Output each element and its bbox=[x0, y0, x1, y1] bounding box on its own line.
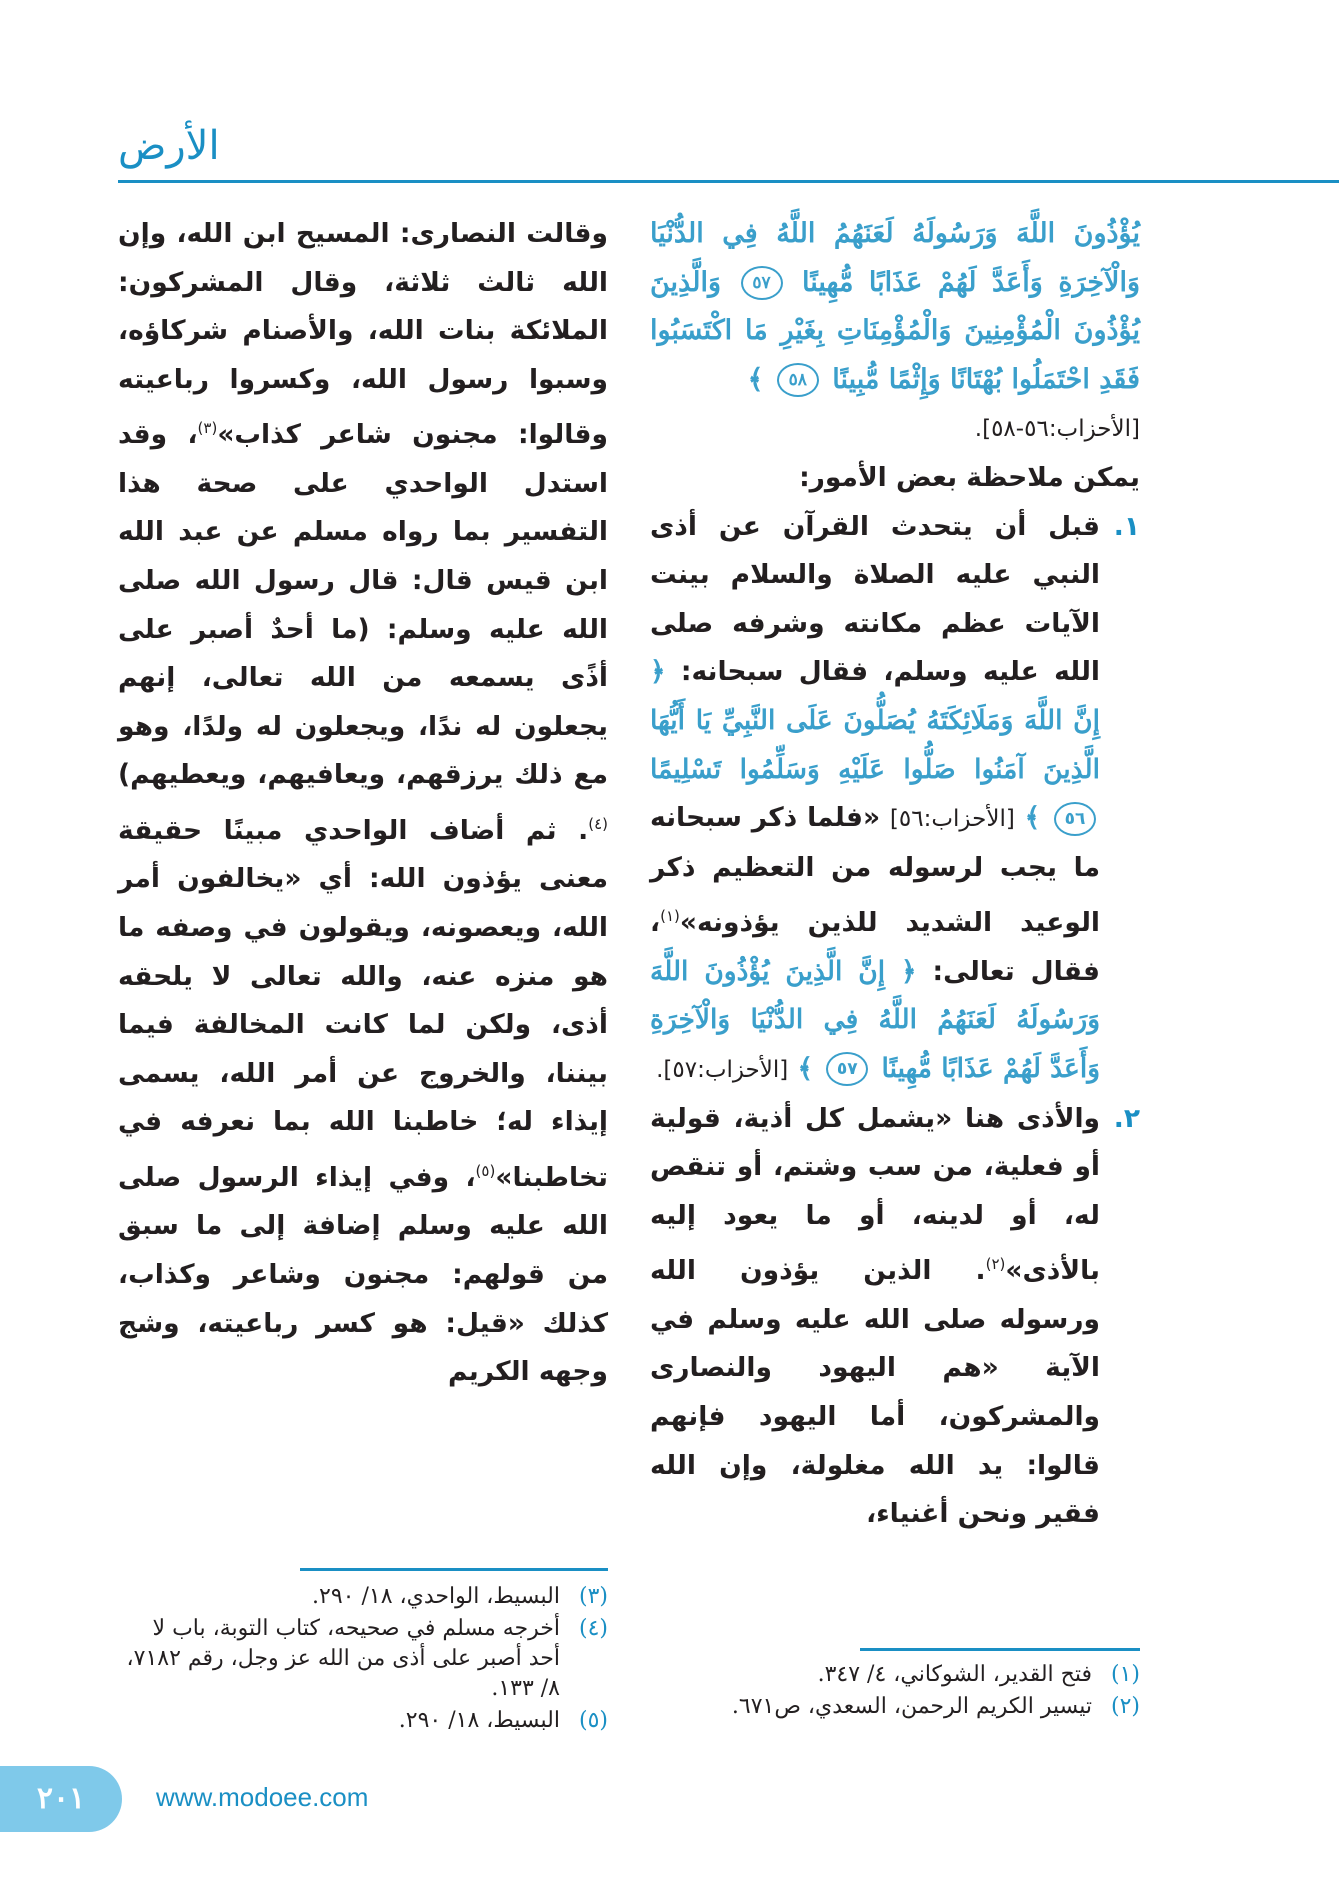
website-link[interactable]: www.modoee.com bbox=[156, 1782, 369, 1812]
paragraph bbox=[118, 210, 608, 1397]
verse-reference-text: [الأحزاب:٥٦] bbox=[889, 806, 1015, 833]
verse-close-bracket: ﴾ bbox=[797, 1052, 814, 1084]
footnote-marker[interactable]: (٣) bbox=[197, 419, 218, 438]
footnote-rule bbox=[300, 1568, 608, 1571]
footnote-marker[interactable]: (١) bbox=[660, 907, 680, 926]
footnote bbox=[650, 1692, 1140, 1722]
footnote bbox=[118, 1706, 608, 1736]
item-text: ، فقال تعالى: bbox=[650, 907, 1100, 987]
verse-text: يُؤْذُونَ اللَّهَ وَرَسُولَهُ لَعَنَهُمُ اللَّهُ فِي الدُّنْيَا وَالْآخِرَةِ وَأَعَدَّ لَهُمْ عَذَابًا مُّهِينًا bbox=[650, 218, 1140, 298]
page-title: الأرض bbox=[118, 123, 220, 169]
footnote bbox=[118, 1582, 608, 1612]
footnote-number: (٥) bbox=[578, 1708, 608, 1733]
list-item bbox=[650, 503, 1140, 1095]
list-body bbox=[650, 503, 1100, 1095]
quote-text: «فلما ذكر سبحانه ما يجب لرسوله من التعظيم ذكر الوعيد الشديد للذين يؤذونه» bbox=[650, 802, 1100, 939]
footnote-number: (٢) bbox=[1110, 1694, 1140, 1719]
footnote-text: تيسير الكريم الرحمن، السعدي، ص٦٧١. bbox=[731, 1694, 1092, 1719]
verse-open-bracket: ﴿ bbox=[901, 955, 917, 987]
footnote-text: فتح القدير، الشوكاني، ٤/ ٣٤٧. bbox=[817, 1662, 1092, 1687]
footnote-marker[interactable]: (٥) bbox=[475, 1161, 496, 1180]
verse-reference-text: [الأحزاب:٥٦-٥٨]. bbox=[974, 416, 1140, 443]
footnote-text: البسيط، ١٨/ ٢٩٠. bbox=[398, 1708, 560, 1733]
right-column bbox=[650, 210, 1140, 1539]
verse-open-bracket: ﴿ bbox=[650, 656, 666, 688]
footnotes-right bbox=[650, 1660, 1140, 1724]
footnote-number: (٤) bbox=[578, 1616, 608, 1641]
verse-close-bracket: ﴾ bbox=[1024, 802, 1041, 834]
footnote-number: (١) bbox=[1110, 1662, 1140, 1687]
paragraph-text: ، وفي إيذاء الرسول صلى الله عليه وسلم إضافة إلى ما سبق من قولهم: مجنون وشاعر وكذاب، كذلك «قيل: هو كسر رباعيته، وشج وجهه الكريم bbox=[118, 1161, 608, 1388]
verse-reference bbox=[650, 404, 1140, 454]
list-number: ١. bbox=[1113, 510, 1140, 542]
footnote-number: (٣) bbox=[578, 1584, 608, 1609]
paragraph-text: وقالت النصارى: المسيح ابن الله، وإن الله ثالث ثلاثة، وقال المشركون: الملائكة بنات الله، والأصنام شركاؤه، وسبوا رسول الله، وكسروا رباعيته وقالوا: مجنون شاعر كذاب» bbox=[118, 218, 608, 451]
verse-reference-text: [الأحزاب:٥٧]. bbox=[656, 1056, 789, 1083]
item-text: قبل أن يتحدث القرآن عن أذى النبي عليه الصلاة والسلام بينت الآيات عظم مكانته وشرفه صلى الله عليه وسلم، فقال سبحانه: bbox=[650, 510, 1100, 688]
paragraph-text: . ثم أضاف الواحدي مبينًا حقيقة معنى يؤذون الله: أي «يخالفون أمر الله، ويعصونه، ويقولون في وصفه ما هو منزه عنه، والله تعالى لا يلحقه أذى، ولكن لما كانت المخالفة فيما بيننا، والخروج عن أمر الله، يسمى إيذاء له؛ خاطبنا الله بما نعرفه في تخاطبنا» bbox=[118, 814, 608, 1193]
ayah-number-mark: ٥٦ bbox=[1054, 802, 1096, 836]
footnote bbox=[118, 1614, 608, 1704]
footnote-text: أخرجه مسلم في صحيحه، كتاب التوبة، باب لا أحد أصبر على أذى من الله عز وجل، رقم ٧١٨٢، ٨/ ١٣٣. bbox=[126, 1616, 560, 1701]
ayah-number-mark: ٥٨ bbox=[777, 363, 819, 397]
verse-text: إِنَّ الَّذِينَ يُؤْذُونَ اللَّهَ وَرَسُولَهُ لَعَنَهُمُ اللَّهُ فِي الدُّنْيَا وَالْآخِرَةِ وَأَعَدَّ لَهُمْ عَذَابًا مُّهِينًا bbox=[650, 955, 1100, 1084]
item-text: . الذين يؤذون الله ورسوله صلى الله عليه وسلم في الآية «هم اليهود والنصارى والمشركون، أما اليهود فإنهم قالوا: يد الله مغلولة، وإن الله فقير ونحن أغنياء، bbox=[650, 1255, 1100, 1530]
footnote-rule bbox=[860, 1648, 1140, 1651]
list-body bbox=[650, 1095, 1100, 1539]
verse-close-bracket: ﴾ bbox=[747, 363, 764, 395]
intro-line: يمكن ملاحظة بعض الأمور: bbox=[799, 461, 1140, 493]
footnote bbox=[650, 1660, 1140, 1690]
paragraph-text: ، وقد استدل الواحدي على صحة هذا التفسير بما رواه مسلم عن عبد الله ابن قيس قال: قال رسول الله صلى الله عليه وسلم: (ما أحدٌ أصبر على أذًى يسمعه من الله تعالى، إنهم يجعلون له ندًا، ويجعلون له ولدًا، وهو مع ذلك يرزقهم، ويعافيهم، ويعطيهم) bbox=[118, 419, 608, 791]
item-text: والأذى هنا «يشمل كل أذية، قولية أو فعلية، من سب وشتم، أو تنقص له، أو لدينه، أو ما يعود إليه بالأذى» bbox=[650, 1102, 1100, 1287]
footnote-text: البسيط، الواحدي، ١٨/ ٢٩٠. bbox=[312, 1584, 560, 1609]
footnote-marker[interactable]: (٢) bbox=[985, 1255, 1006, 1274]
list-number: ٢. bbox=[1113, 1102, 1140, 1134]
list-item bbox=[650, 1095, 1140, 1539]
footnotes-left bbox=[118, 1582, 608, 1738]
opening-verse bbox=[650, 210, 1140, 404]
verse-text: إِنَّ اللَّهَ وَمَلَائِكَتَهُ يُصَلُّونَ عَلَى النَّبِيِّ يَا أَيُّهَا الَّذِينَ آمَنُوا صَلُّوا عَلَيْهِ وَسَلِّمُوا تَسْلِيمًا bbox=[650, 704, 1100, 785]
page-number-badge: ٢٠١ bbox=[0, 1766, 122, 1832]
ayah-number-mark: ٥٧ bbox=[826, 1052, 868, 1086]
header-rule bbox=[118, 180, 1339, 183]
footnote-marker[interactable]: (٤) bbox=[588, 814, 608, 833]
verse-text: وَالَّذِينَ يُؤْذُونَ الْمُؤْمِنِينَ وَالْمُؤْمِنَاتِ بِغَيْرِ مَا اكْتَسَبُوا فَقَدِ احْتَمَلُوا بُهْتَانًا وَإِثْمًا مُّبِينًا bbox=[650, 266, 1140, 395]
ayah-number-mark: ٥٧ bbox=[741, 266, 783, 300]
left-column bbox=[118, 210, 608, 1397]
